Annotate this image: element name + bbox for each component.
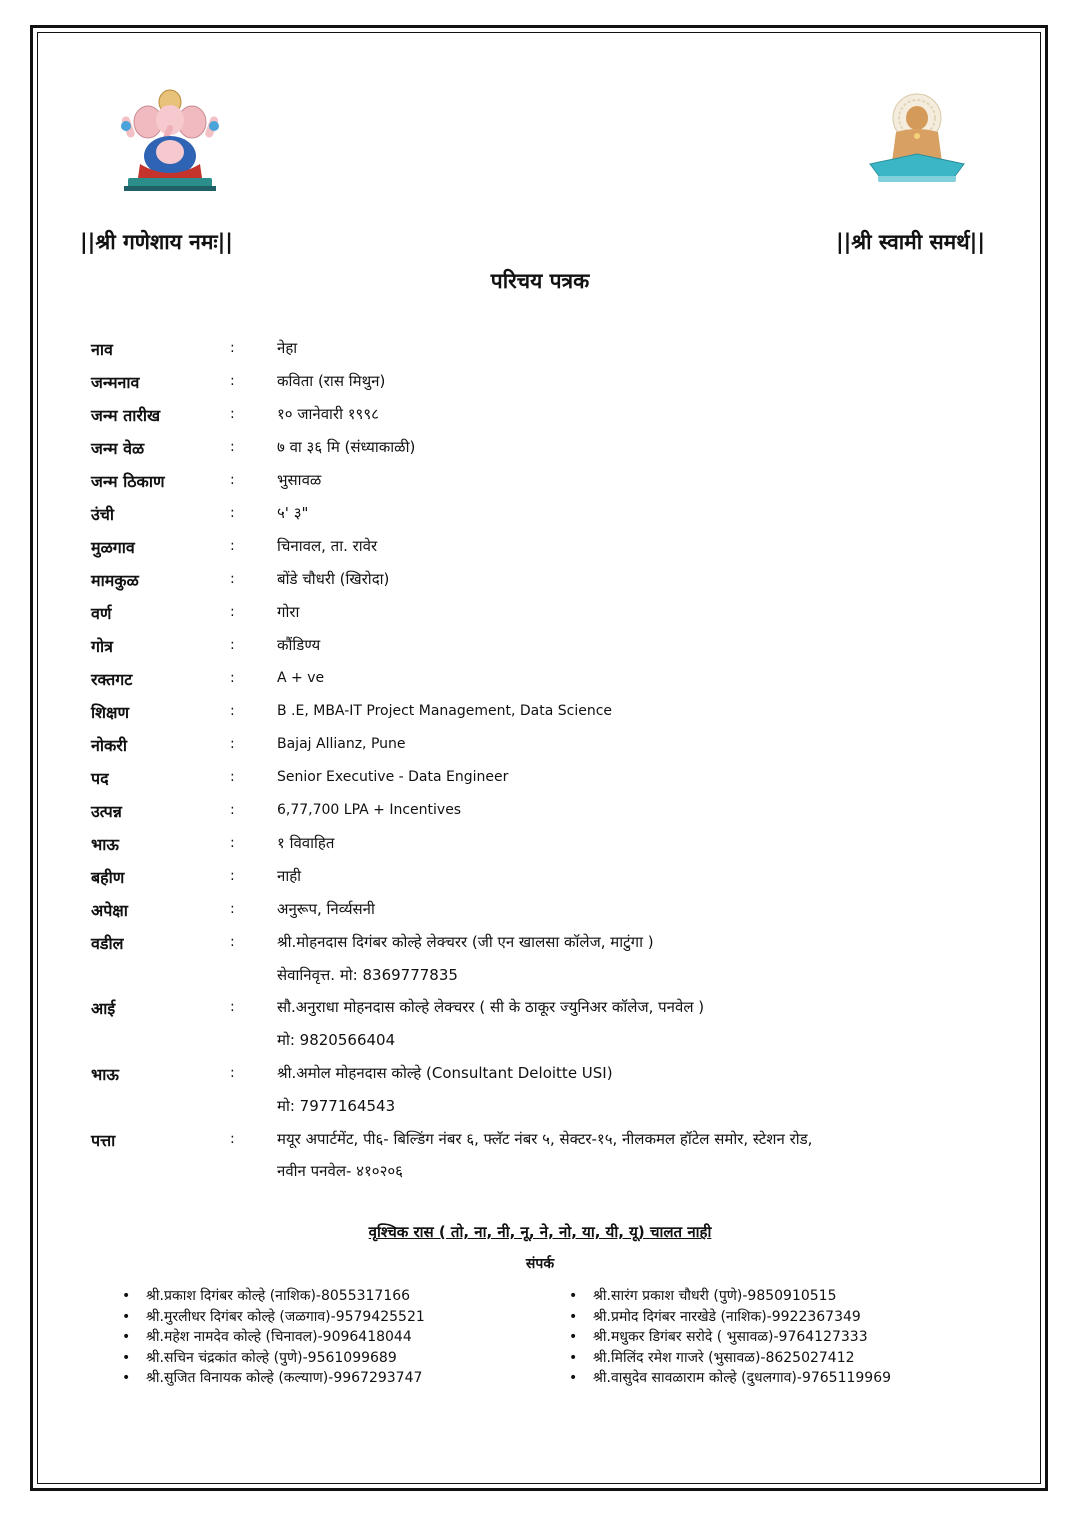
detail-colon: : xyxy=(230,999,235,1015)
bullet-icon: • xyxy=(569,1349,578,1366)
detail-label: पद xyxy=(91,769,109,788)
detail-value: नेहा xyxy=(277,339,298,357)
detail-value: बोंडे चौधरी (खिरोदा) xyxy=(277,570,390,588)
contact-item xyxy=(120,1327,425,1348)
detail-value: मो: 9820566404 xyxy=(277,1031,396,1049)
bullet-icon: • xyxy=(122,1288,131,1304)
contacts-list-right xyxy=(567,1286,891,1389)
detail-value: Senior Executive - Data Engineer xyxy=(277,769,509,785)
detail-row xyxy=(0,734,1080,764)
contact-text: श्री.मिलिंद रमेश गाजरे (भुसावळ)-8625027412 xyxy=(593,1349,855,1366)
detail-row xyxy=(0,965,1080,995)
bullet-icon: • xyxy=(569,1308,578,1325)
contact-item xyxy=(120,1368,425,1389)
detail-value: १० जानेवारी १९९८ xyxy=(277,405,379,423)
detail-row xyxy=(0,767,1080,797)
detail-colon: : xyxy=(230,868,235,884)
detail-row xyxy=(0,470,1080,500)
detail-label: उत्पन्न xyxy=(91,802,122,821)
detail-value: B .E, MBA-IT Project Management, Data Science xyxy=(277,703,613,719)
detail-label: मामकुळ xyxy=(91,571,139,590)
detail-colon: : xyxy=(230,472,235,488)
detail-colon: : xyxy=(230,802,235,818)
detail-label: उंची xyxy=(91,505,115,524)
detail-label: बहीण xyxy=(91,868,125,887)
contact-text: श्री.प्रकाश दिगंबर कोल्हे (नाशिक)-8055317166 xyxy=(146,1288,411,1304)
contact-item xyxy=(567,1307,891,1328)
contacts-list-left xyxy=(120,1286,425,1389)
detail-row xyxy=(0,371,1080,401)
detail-value: गोरा xyxy=(277,603,300,621)
detail-colon: : xyxy=(230,340,235,356)
detail-colon: : xyxy=(230,1065,235,1081)
detail-colon: : xyxy=(230,901,235,917)
detail-row xyxy=(0,866,1080,896)
bullet-icon: • xyxy=(569,1329,578,1345)
contact-item xyxy=(120,1307,425,1328)
detail-label: पत्ता xyxy=(91,1131,116,1150)
detail-row xyxy=(0,1063,1080,1093)
detail-row xyxy=(0,1161,1080,1191)
detail-value: कौंडिण्य xyxy=(277,636,321,654)
detail-label: नोकरी xyxy=(91,736,128,755)
bullet-icon: • xyxy=(122,1349,131,1366)
detail-value: A + ve xyxy=(277,670,325,686)
contact-item xyxy=(120,1348,425,1369)
bullet-icon: • xyxy=(122,1308,131,1325)
detail-row xyxy=(0,1096,1080,1126)
detail-label: जन्म वेळ xyxy=(91,439,145,458)
detail-row xyxy=(0,635,1080,665)
detail-colon: : xyxy=(230,571,235,587)
detail-label: वडील xyxy=(91,934,124,953)
detail-row xyxy=(0,569,1080,599)
detail-value: नवीन पनवेल- ४१०२०६ xyxy=(277,1162,403,1180)
rashi-note: वृश्चिक रास ( तो, ना, नी, नू, ने, नो, या, यी, यू) चालत नाही xyxy=(368,1223,712,1241)
detail-label: भाऊ xyxy=(91,835,119,854)
detail-colon: : xyxy=(230,703,235,719)
detail-label: अपेक्षा xyxy=(91,901,128,920)
detail-row xyxy=(0,437,1080,467)
detail-value: नाही xyxy=(277,867,302,885)
page-title: परिचय पत्रक xyxy=(490,269,590,293)
bullet-icon: • xyxy=(569,1370,578,1386)
contact-text: श्री.महेश नामदेव कोल्हे (चिनावल)-9096418044 xyxy=(146,1329,412,1345)
bullet-icon: • xyxy=(569,1288,578,1304)
detail-value: सौ.अनुराधा मोहनदास कोल्हे लेक्चरर ( सी के ठाकूर ज्युनिअर कॉलेज, पनवेल ) xyxy=(277,998,705,1016)
detail-value: अनुरूप, निर्व्यसनी xyxy=(277,900,375,918)
contact-text: श्री.मुरलीधर दिगंबर कोल्हे (जळगाव)-9579425521 xyxy=(146,1308,425,1325)
bullet-icon: • xyxy=(122,1329,131,1345)
detail-row xyxy=(0,536,1080,566)
contact-text: श्री.सारंग प्रकाश चौधरी (पुणे)-9850910515 xyxy=(593,1288,837,1304)
contact-item xyxy=(567,1286,891,1307)
detail-value: श्री.अमोल मोहनदास कोल्हे (Consultant Deloitte USI) xyxy=(277,1064,613,1082)
detail-row xyxy=(0,833,1080,863)
contact-item xyxy=(567,1368,891,1389)
detail-value: मो: 7977164543 xyxy=(277,1097,396,1115)
detail-label: आई xyxy=(91,999,116,1018)
detail-label: मुळगाव xyxy=(91,538,135,557)
detail-value: १ विवाहित xyxy=(277,834,335,852)
detail-label: जन्मनाव xyxy=(91,373,140,392)
detail-value: कविता (रास मिथुन) xyxy=(277,372,386,390)
detail-value: ७ वा ३६ मि (संध्याकाळी) xyxy=(277,438,416,456)
ganesha-image xyxy=(118,86,222,192)
detail-label: भाऊ xyxy=(91,1065,119,1084)
detail-colon: : xyxy=(230,769,235,785)
detail-value: ५' ३" xyxy=(277,504,309,522)
detail-row xyxy=(0,1129,1080,1159)
detail-colon: : xyxy=(230,1131,235,1147)
detail-colon: : xyxy=(230,835,235,851)
detail-colon: : xyxy=(230,670,235,686)
contact-text: श्री.सुजित विनायक कोल्हे (कल्याण)-9967293747 xyxy=(146,1370,423,1386)
detail-label: जन्म ठिकाण xyxy=(91,472,165,491)
detail-value: भुसावळ xyxy=(277,471,322,489)
detail-value: 6,77,700 LPA + Incentives xyxy=(277,802,462,818)
detail-colon: : xyxy=(230,505,235,521)
bullet-icon: • xyxy=(122,1370,131,1386)
detail-colon: : xyxy=(230,604,235,620)
contact-item xyxy=(120,1286,425,1307)
detail-colon: : xyxy=(230,934,235,950)
detail-colon: : xyxy=(230,373,235,389)
detail-row xyxy=(0,404,1080,434)
detail-colon: : xyxy=(230,406,235,422)
detail-colon: : xyxy=(230,439,235,455)
detail-label: गोत्र xyxy=(91,637,113,656)
shri-ganeshay-namah-heading: ||श्री गणेशाय नमः|| xyxy=(80,230,233,254)
detail-value: चिनावल, ता. रावेर xyxy=(277,537,378,555)
swami-samarth-image xyxy=(862,92,972,186)
detail-row xyxy=(0,1030,1080,1060)
detail-row xyxy=(0,602,1080,632)
detail-row xyxy=(0,503,1080,533)
detail-row xyxy=(0,932,1080,962)
detail-value: श्री.मोहनदास दिगंबर कोल्हे लेक्चरर (जी एन खालसा कॉलेज, माटुंगा ) xyxy=(277,933,654,951)
detail-label: शिक्षण xyxy=(91,703,130,722)
detail-row xyxy=(0,701,1080,731)
contact-text: श्री.वासुदेव सावळाराम कोल्हे (दुधलगाव)-9765119969 xyxy=(593,1370,892,1386)
detail-colon: : xyxy=(230,637,235,653)
detail-row xyxy=(0,338,1080,368)
contact-text: श्री.सचिन चंद्रकांत कोल्हे (पुणे)-9561099689 xyxy=(146,1349,397,1366)
detail-label: वर्ण xyxy=(91,604,112,623)
detail-label: रक्तगट xyxy=(91,670,133,689)
detail-row xyxy=(0,899,1080,929)
detail-value: मयूर अपार्टमेंट, पी६- बिल्डिंग नंबर ६, फ्लॅट नंबर ५, सेक्टर-१५, नीलकमल हॉटेल समोर, स्टेशन रोड, xyxy=(277,1130,813,1148)
detail-row xyxy=(0,997,1080,1027)
detail-colon: : xyxy=(230,736,235,752)
contact-item xyxy=(567,1327,891,1348)
detail-value: Bajaj Allianz, Pune xyxy=(277,736,406,752)
detail-label: नाव xyxy=(91,340,113,359)
contact-heading: संपर्क xyxy=(525,1256,555,1272)
detail-value: सेवानिवृत्त. मो: 8369777835 xyxy=(277,966,458,984)
detail-colon: : xyxy=(230,538,235,554)
shri-swami-samarth-heading: ||श्री स्वामी समर्थ|| xyxy=(835,230,985,254)
contact-item xyxy=(567,1348,891,1369)
detail-row xyxy=(0,800,1080,830)
detail-row xyxy=(0,668,1080,698)
contact-text: श्री.मधुकर डिगंबर सरोदे ( भुसावळ)-9764127333 xyxy=(593,1329,868,1345)
detail-label: जन्म तारीख xyxy=(91,406,161,425)
contact-text: श्री.प्रमोद दिगंबर नारखेडे (नाशिक)-9922367349 xyxy=(593,1308,861,1325)
